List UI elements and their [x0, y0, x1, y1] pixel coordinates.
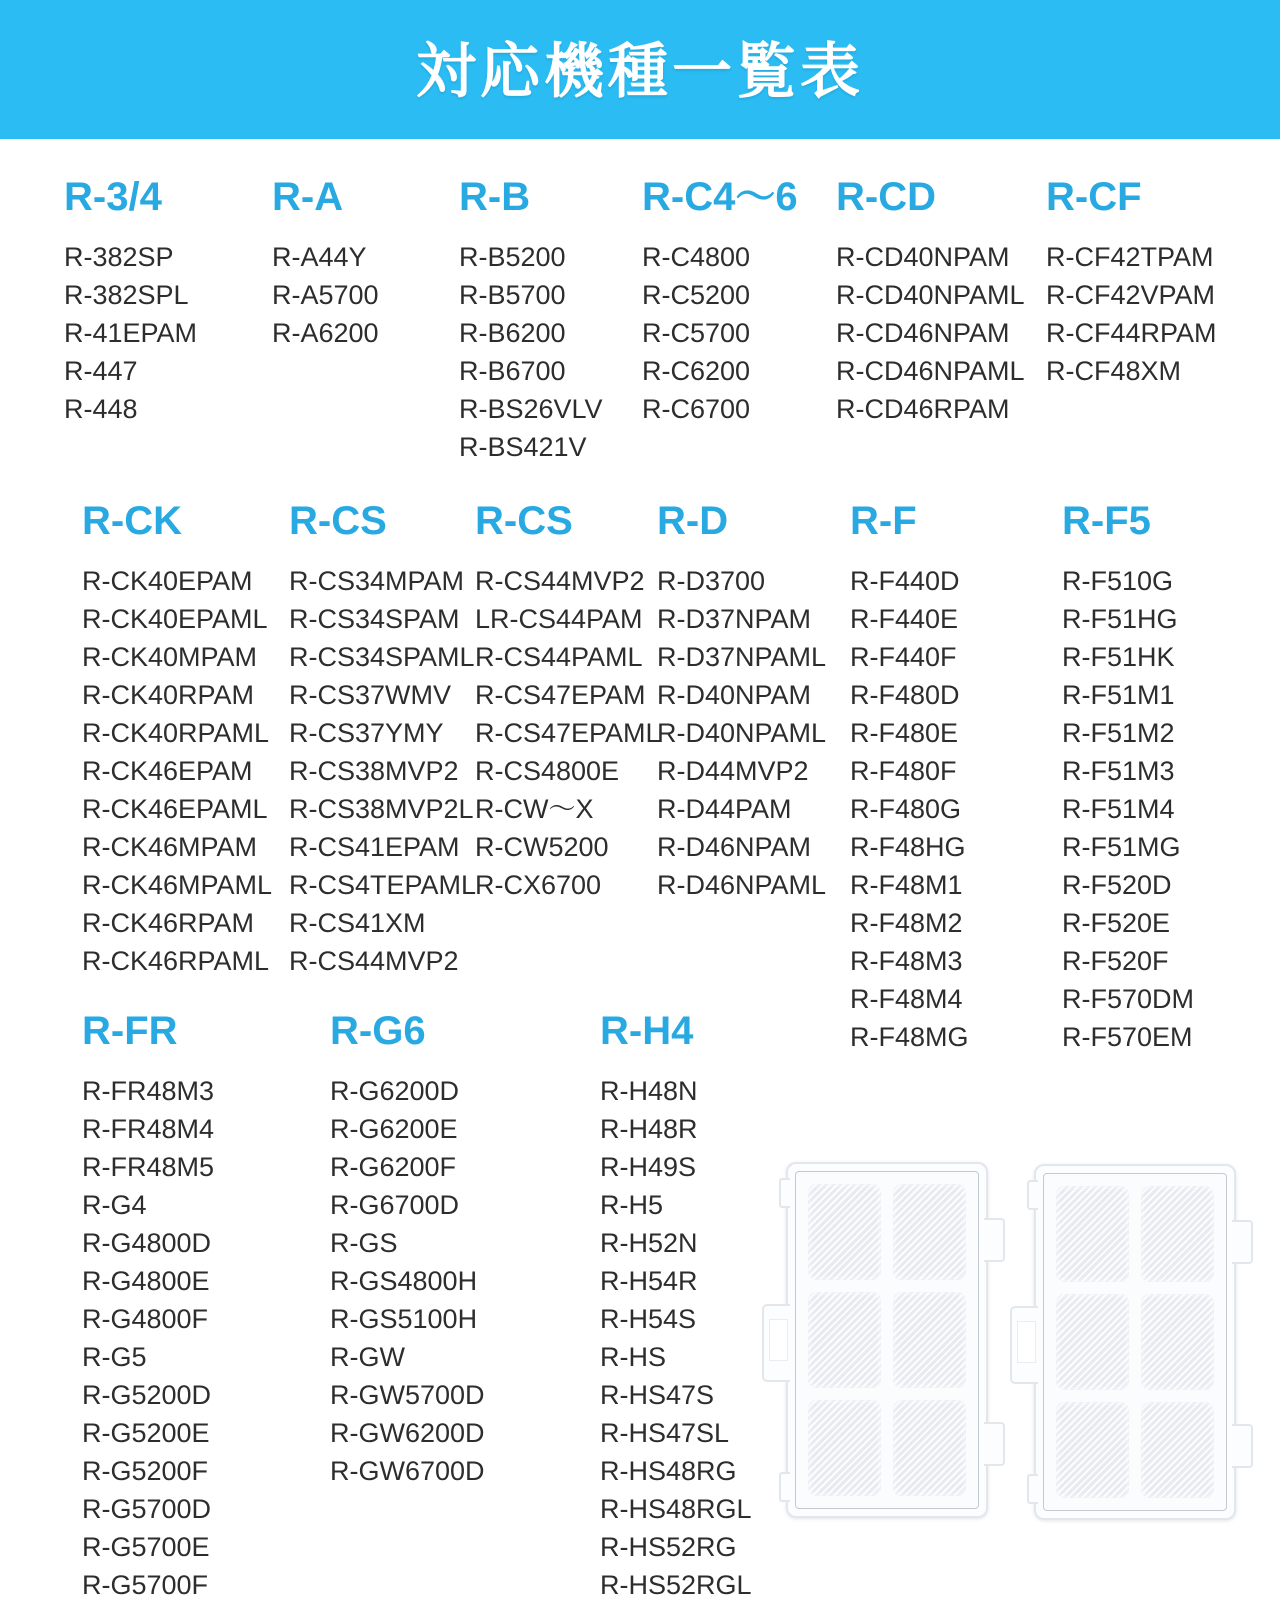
model-item: R-D40NPAM: [657, 680, 812, 710]
model-item: R-CW～X: [475, 794, 594, 824]
model-item: R-A5700: [272, 280, 379, 310]
model-list: [836, 238, 1025, 428]
model-item: R-CS41EPAM: [289, 832, 460, 862]
model-group: [272, 174, 379, 352]
filter-pad: [808, 1400, 881, 1496]
model-item: R-CS47EPAML: [475, 718, 661, 748]
cartridge-left-hook-tab: [1010, 1306, 1038, 1384]
model-list: [330, 1072, 485, 1490]
model-item: R-A6200: [272, 318, 379, 348]
model-item: R-D37NPAML: [657, 642, 827, 672]
model-item: R-F51M4: [1062, 794, 1175, 824]
model-item: R-F48HG: [850, 832, 966, 862]
model-item: R-D3700: [657, 566, 766, 596]
model-list: [1046, 238, 1217, 390]
model-item: R-A44Y: [272, 242, 367, 272]
model-item: R-F570DM: [1062, 984, 1195, 1014]
model-item: R-CF42VPAM: [1046, 280, 1216, 310]
cartridge-right-tab: [984, 1422, 1005, 1466]
model-item: R-F51M2: [1062, 718, 1175, 748]
model-item: R-CS37WMV: [289, 680, 452, 710]
model-group: [289, 498, 476, 980]
model-group: [82, 498, 272, 980]
model-item: R-CX6700: [475, 870, 602, 900]
model-group: [459, 174, 603, 466]
model-item: R-CD46RPAM: [836, 394, 1010, 424]
model-item: R-CK40EPAM: [82, 566, 253, 596]
filter-cartridge-image: [1034, 1164, 1236, 1520]
group-title: R-D: [657, 499, 729, 543]
group-title: R-B: [459, 175, 531, 219]
model-item: R-F520F: [1062, 946, 1169, 976]
filter-pad: [808, 1184, 881, 1280]
model-item: R-CK40MPAM: [82, 642, 258, 672]
filter-pad: [893, 1400, 966, 1496]
model-item: R-CF42TPAM: [1046, 242, 1214, 272]
group-title: R-H4: [600, 1009, 694, 1053]
model-item: R-F520D: [1062, 870, 1172, 900]
model-item: R-CK46EPAM: [82, 756, 253, 786]
model-item: R-D40NPAML: [657, 718, 827, 748]
group-title: R-3/4: [64, 175, 162, 219]
model-item: R-CS4TEPAML: [289, 870, 477, 900]
model-item: R-G4800D: [82, 1228, 212, 1258]
model-list: [475, 562, 661, 904]
filter-pad: [1056, 1294, 1129, 1390]
model-item: R-CK40RPAML: [82, 718, 270, 748]
model-item: R-B6200: [459, 318, 566, 348]
model-item: R-F48M1: [850, 870, 963, 900]
filter-pad: [808, 1292, 881, 1388]
model-item: R-CS41XM: [289, 908, 426, 938]
model-item: R-BS421V: [459, 432, 587, 462]
model-item: R-F440E: [850, 604, 959, 634]
model-item: R-CS47EPAM: [475, 680, 646, 710]
model-item: R-D46NPAM: [657, 832, 812, 862]
group-title: R-C4～6: [642, 175, 798, 219]
model-list: [642, 238, 798, 428]
group-title: R-CS: [289, 499, 387, 543]
group-title: R-CD: [836, 175, 936, 219]
model-item: R-CS34MPAM: [289, 566, 465, 596]
model-item: R-H48N: [600, 1076, 698, 1106]
cartridge-edge-step: [779, 1472, 790, 1502]
model-item: R-F51HG: [1062, 604, 1178, 634]
model-item: R-CS34SPAML: [289, 642, 475, 672]
model-item: LR-CS44PAM: [475, 604, 643, 634]
model-item: R-C6700: [642, 394, 751, 424]
model-item: R-G6200F: [330, 1152, 457, 1182]
model-item: R-H54R: [600, 1266, 698, 1296]
cartridge-edge-step: [1027, 1180, 1038, 1210]
model-list: [289, 562, 476, 980]
banner: [0, 0, 1280, 139]
model-group: [64, 174, 197, 428]
model-item: R-G5: [82, 1342, 147, 1372]
model-item: R-CK40EPAML: [82, 604, 268, 634]
model-group: [330, 1008, 485, 1490]
model-item: R-F51HK: [1062, 642, 1175, 672]
filter-pad: [1141, 1294, 1214, 1390]
model-item: R-F440F: [850, 642, 957, 672]
model-item: R-F480G: [850, 794, 962, 824]
model-item: R-GW5700D: [330, 1380, 485, 1410]
model-item: R-C6200: [642, 356, 751, 386]
model-item: R-HS52RG: [600, 1532, 737, 1562]
model-group: [850, 498, 969, 1056]
model-item: R-G5700D: [82, 1494, 212, 1524]
page-title: 対応機種一覧表: [416, 37, 864, 105]
model-group: [657, 498, 826, 904]
model-item: R-FR48M5: [82, 1152, 215, 1182]
model-item: R-CD40NPAM: [836, 242, 1010, 272]
model-item: R-G6700D: [330, 1190, 460, 1220]
model-item: R-382SP: [64, 242, 174, 272]
group-title: R-A: [272, 175, 344, 219]
model-item: R-447: [64, 356, 138, 386]
model-item: R-CD46NPAML: [836, 356, 1025, 386]
model-item: R-F48M2: [850, 908, 963, 938]
model-item: R-F48M3: [850, 946, 963, 976]
model-item: R-CW5200: [475, 832, 609, 862]
group-title: R-F5: [1062, 499, 1151, 543]
model-group: [836, 174, 1025, 428]
model-item: R-D44PAM: [657, 794, 792, 824]
model-list: [600, 1072, 752, 1604]
filter-pad: [1141, 1186, 1214, 1282]
model-list: [64, 238, 197, 428]
model-item: R-F51M1: [1062, 680, 1175, 710]
cartridge-edge-step: [1027, 1474, 1038, 1504]
model-item: R-CF44RPAM: [1046, 318, 1217, 348]
model-item: R-CF48XM: [1046, 356, 1182, 386]
model-item: R-C5200: [642, 280, 751, 310]
model-group: [1046, 174, 1217, 390]
model-item: R-D46NPAML: [657, 870, 827, 900]
model-item: R-G6200D: [330, 1076, 460, 1106]
model-item: R-FR48M4: [82, 1114, 215, 1144]
model-item: R-HS48RG: [600, 1456, 737, 1486]
cartridge-right-tab: [1232, 1220, 1253, 1264]
model-item: R-F48M4: [850, 984, 963, 1014]
model-item: R-CS38MVP2: [289, 756, 459, 786]
model-item: R-HS47S: [600, 1380, 715, 1410]
cartridge-grid: [795, 1171, 979, 1509]
model-item: R-H49S: [600, 1152, 697, 1182]
model-item: R-CK46RPAML: [82, 946, 270, 976]
filter-pad: [1141, 1402, 1214, 1498]
model-item: R-CD46NPAM: [836, 318, 1010, 348]
model-item: R-BS26VLV: [459, 394, 603, 424]
filter-cartridge-image: [786, 1162, 988, 1518]
filter-pad: [893, 1184, 966, 1280]
group-title: R-CK: [82, 499, 182, 543]
model-item: R-B5700: [459, 280, 566, 310]
model-item: R-CS44MVP2: [289, 946, 459, 976]
model-item: R-FR48M3: [82, 1076, 215, 1106]
model-item: R-H52N: [600, 1228, 698, 1258]
group-title: R-F: [850, 499, 917, 543]
group-title: R-CF: [1046, 175, 1142, 219]
model-item: R-CK40RPAM: [82, 680, 255, 710]
model-item: R-F48MG: [850, 1022, 969, 1052]
model-item: R-CS44PAML: [475, 642, 643, 672]
group-title: R-G6: [330, 1009, 426, 1053]
filter-pad: [1056, 1186, 1129, 1282]
model-item: R-CS37YMY: [289, 718, 444, 748]
model-item: R-G4800E: [82, 1266, 210, 1296]
model-item: R-G5700E: [82, 1532, 210, 1562]
model-item: R-G5200D: [82, 1380, 212, 1410]
model-item: R-GS5100H: [330, 1304, 478, 1334]
model-item: R-CK46MPAM: [82, 832, 258, 862]
model-item: R-H54S: [600, 1304, 697, 1334]
model-item: R-D44MVP2: [657, 756, 809, 786]
model-item: R-F520E: [1062, 908, 1171, 938]
model-item: R-41EPAM: [64, 318, 198, 348]
model-item: R-CS38MVP2L: [289, 794, 474, 824]
model-item: R-GW6200D: [330, 1418, 485, 1448]
model-item: R-F570EM: [1062, 1022, 1193, 1052]
model-item: R-G5200E: [82, 1418, 210, 1448]
cartridge-edge-step: [779, 1178, 790, 1208]
model-item: R-GS4800H: [330, 1266, 478, 1296]
model-item: R-B6700: [459, 356, 566, 386]
model-item: R-GW: [330, 1342, 405, 1372]
model-item: R-G4800F: [82, 1304, 209, 1334]
model-group: [475, 498, 661, 904]
model-item: R-GS: [330, 1228, 398, 1258]
model-item: R-F510G: [1062, 566, 1174, 596]
model-item: R-CS4800E: [475, 756, 620, 786]
cartridge-grid: [1043, 1173, 1227, 1511]
model-item: R-CK46RPAM: [82, 908, 255, 938]
model-item: R-F51MG: [1062, 832, 1181, 862]
model-list: [272, 238, 379, 352]
model-item: R-HS48RGL: [600, 1494, 752, 1524]
model-item: R-H5: [600, 1190, 664, 1220]
model-item: R-F440D: [850, 566, 960, 596]
model-item: R-D37NPAM: [657, 604, 812, 634]
model-item: R-F51M3: [1062, 756, 1175, 786]
model-item: R-HS52RGL: [600, 1570, 752, 1600]
model-list: [82, 562, 272, 980]
model-group: [1062, 498, 1194, 1056]
model-item: R-C5700: [642, 318, 751, 348]
cartridge-left-hook-tab: [762, 1304, 790, 1382]
model-item: R-CK46MPAML: [82, 870, 273, 900]
model-list: [850, 562, 969, 1056]
model-item: R-G5700F: [82, 1570, 209, 1600]
model-item: R-HS: [600, 1342, 666, 1372]
model-item: R-F480D: [850, 680, 960, 710]
model-list: [82, 1072, 214, 1604]
model-item: R-B5200: [459, 242, 566, 272]
model-list: [1062, 562, 1194, 1056]
model-group: [642, 174, 798, 428]
model-item: R-F480E: [850, 718, 959, 748]
model-item: R-G4: [82, 1190, 147, 1220]
model-item: R-C4800: [642, 242, 751, 272]
model-item: R-HS47SL: [600, 1418, 730, 1448]
model-item: R-CS34SPAM: [289, 604, 460, 634]
model-list: [459, 238, 603, 466]
group-title: R-FR: [82, 1009, 178, 1053]
model-item: R-GW6700D: [330, 1456, 485, 1486]
cartridge-right-tab: [1232, 1424, 1253, 1468]
model-list: [657, 562, 826, 904]
model-item: R-448: [64, 394, 138, 424]
model-item: R-382SPL: [64, 280, 189, 310]
group-title: R-CS: [475, 499, 573, 543]
model-group: [600, 1008, 752, 1604]
model-item: R-G6200E: [330, 1114, 458, 1144]
model-item: R-CS44MVP2: [475, 566, 645, 596]
model-group: [82, 1008, 214, 1604]
cartridge-right-tab: [984, 1218, 1005, 1262]
filter-pad: [893, 1292, 966, 1388]
model-item: R-G5200F: [82, 1456, 209, 1486]
model-item: R-H48R: [600, 1114, 698, 1144]
model-item: R-CK46EPAML: [82, 794, 268, 824]
filter-pad: [1056, 1402, 1129, 1498]
model-item: R-CD40NPAML: [836, 280, 1025, 310]
model-item: R-F480F: [850, 756, 957, 786]
